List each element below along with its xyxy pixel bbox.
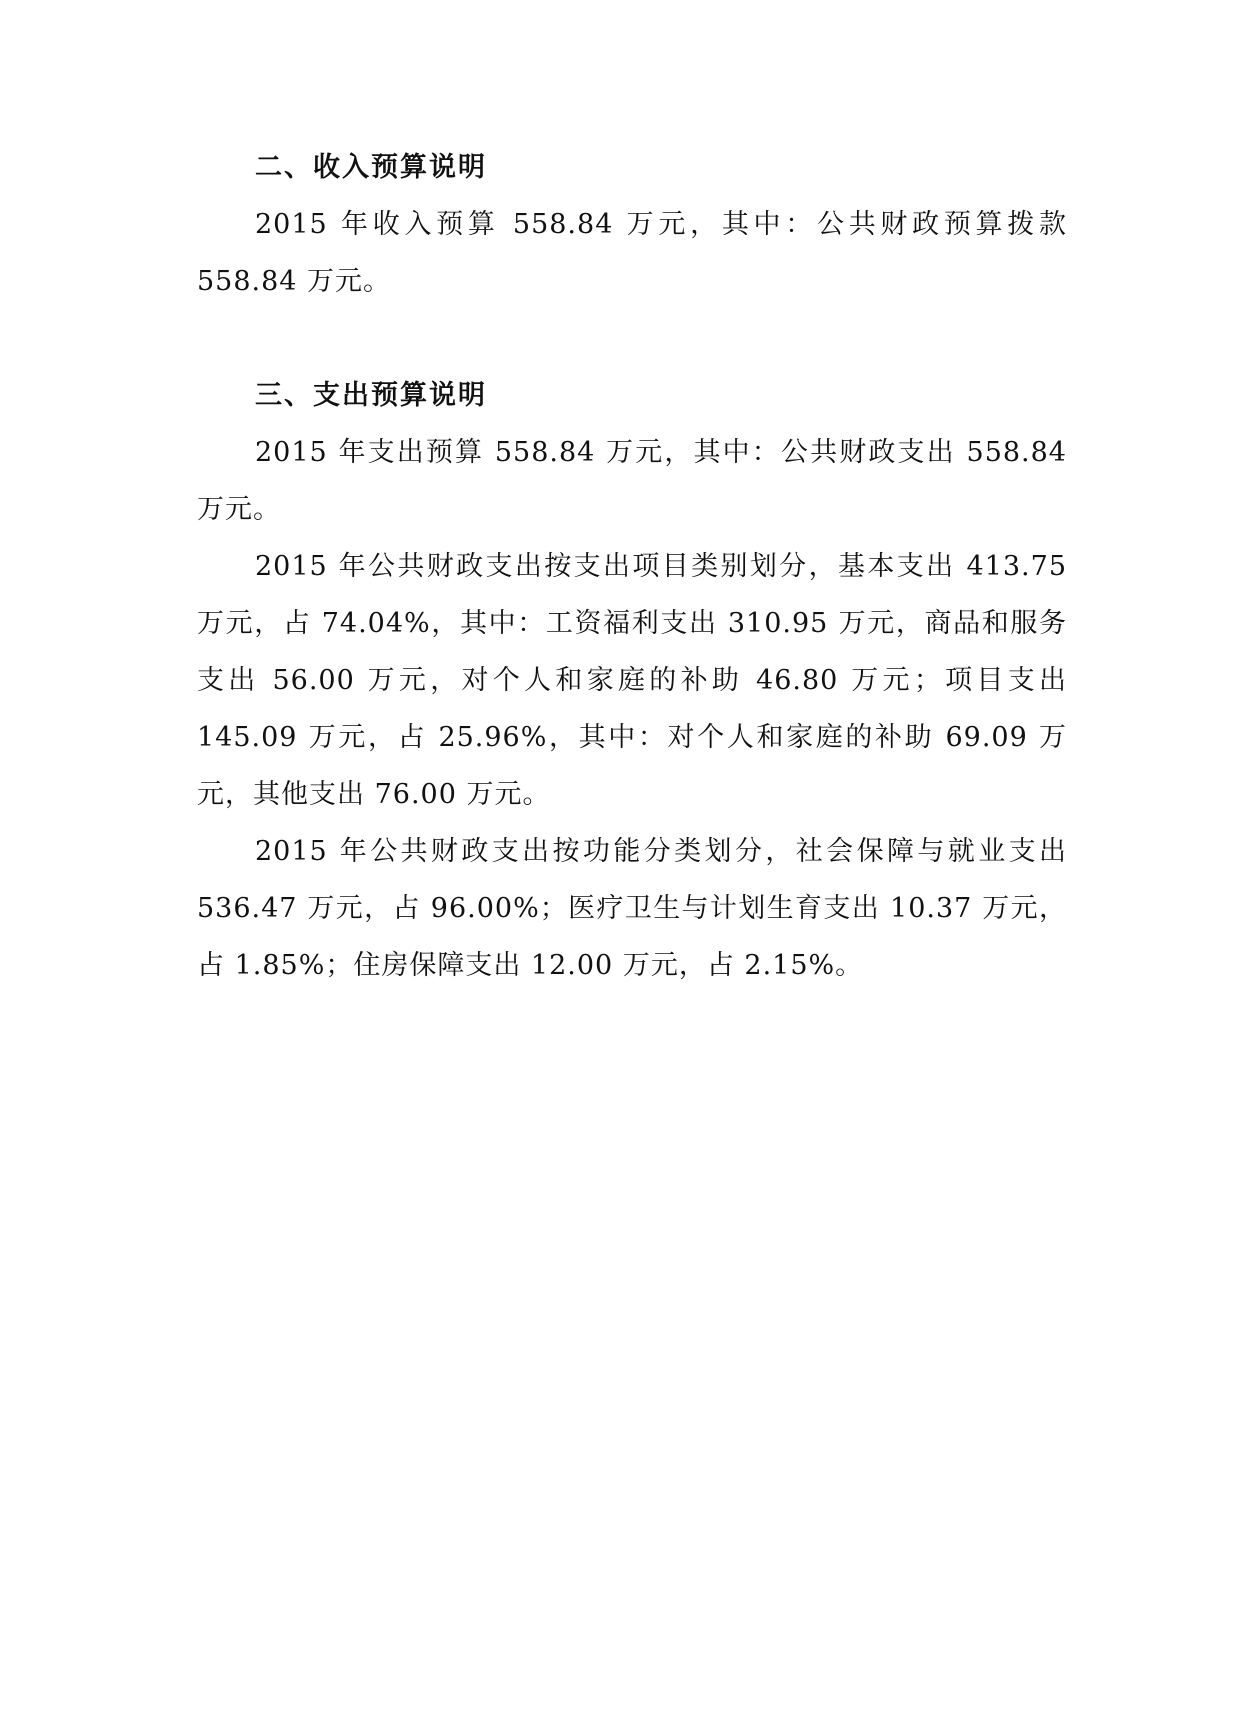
document-body (197, 140, 1067, 994)
section-spacer (197, 310, 1067, 368)
expenditure-by-item-paragraph: 2015 年公共财政支出按支出项目类别划分，基本支出 413.75 万元，占 74.04%，其中：工资福利支出 310.95 万元，商品和服务支出 56.00 万元，对个人和家庭的补助 46.80 万元；项目支出 145.09 万元，占 25.96%，其中：对个人和家庭的补助 69.09 万元，其他支出 76.00 万元。 (197, 551, 1067, 810)
income-budget-section (197, 140, 1067, 310)
income-budget-heading: 二、收入预算说明 (255, 152, 487, 183)
expenditure-by-function-paragraph: 2015 年公共财政支出按功能分类划分，社会保障与就业支出 536.47 万元，占 96.00%；医疗卫生与计划生育支出 10.37 万元，占 1.85%；住房保障支出 12.00 万元，占 2.15%。 (197, 836, 1067, 981)
expenditure-budget-heading: 三、支出预算说明 (255, 380, 487, 411)
expenditure-budget-section (197, 368, 1067, 994)
income-budget-paragraph: 2015 年收入预算 558.84 万元，其中：公共财政预算拨款 558.84 万元。 (197, 209, 1067, 297)
expenditure-total-paragraph: 2015 年支出预算 558.84 万元，其中：公共财政支出 558.84 万元。 (197, 437, 1067, 525)
